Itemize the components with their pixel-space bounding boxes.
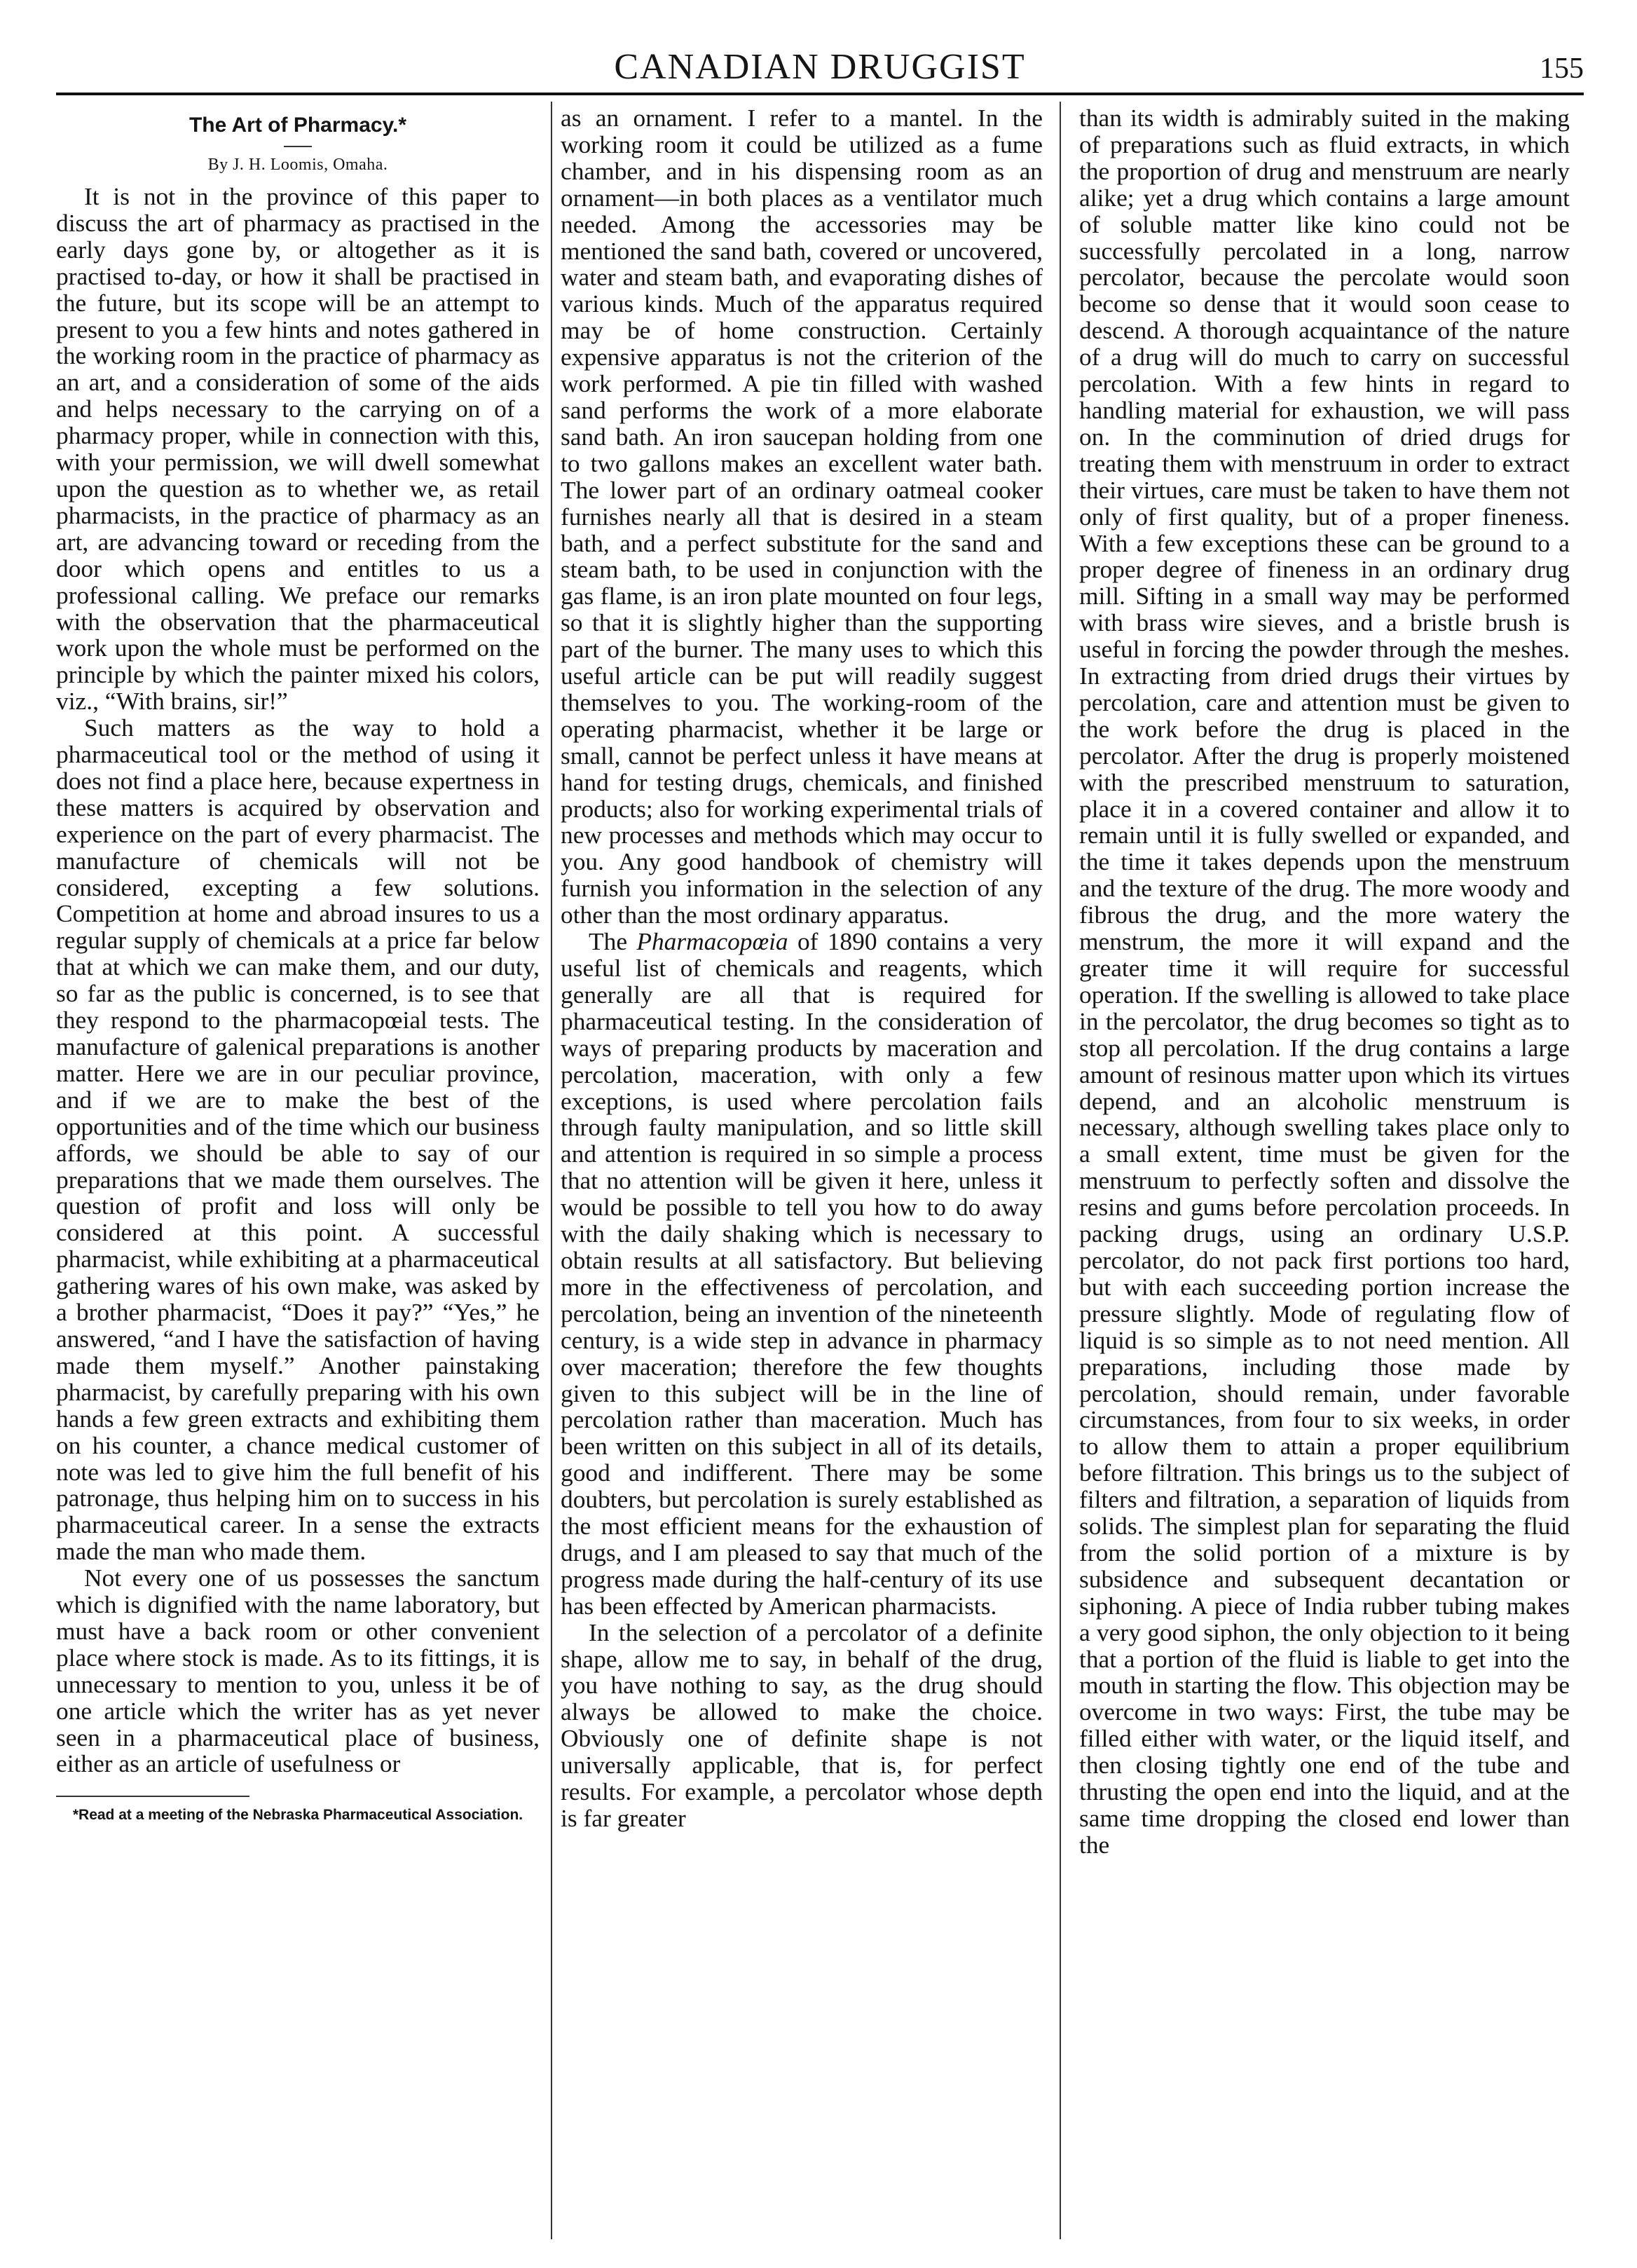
paragraph-text: of 1890 contains a very useful list of chemicals and reagents, which generally are all that is required for pharmaceutical testing. In the consideration of ways of preparing products by maceration and percolation, maceration, with only a few exceptions, is used where percolation fails through faulty manipulation, and so little skill and attention is required in so simple a process that no attention will be given it here, unless it would be possible to tell you how to do away with the daily shaking which is necessary to obtain results at all satisfactory. But believing more in the effectiveness of percolation, and percolation, being an invention of the nineteenth century, is a wide step in advance in pharmacy over maceration; therefore the few thoughts given to this subject will be in the line of percolation rather than maceration. Much has been written on this subject in all of its details, good and indifferent. There may be some doubters, but percolation is surely established as the most efficient means for the exhaustion of drugs, and I am pleased to say that much of the progress made during the half-century of its use has been effected by American pharmacists.	[561, 927, 1043, 1620]
footnote: *Read at a meeting of the Nebraska Pharmaceutical Association.	[72, 1807, 523, 1824]
paragraph: as an ornament. I refer to a mantel. In the working room it could be utilized as a fume chamber, and in his dispensing room as an ornament—in both places as a ventilator much needed. Among the accessories may be mentioned the sand bath, covered or uncovered, water and steam bath, and evaporating dishes of various kinds. Much of the apparatus required may be of home construction. Certainly expensive apparatus is not the criterion of the work performed. A pie tin filled with washed sand performs the work of a more elaborate sand bath. An iron saucepan holding from one to two gallons makes an excellent water bath. The lower part of an ordinary oatmeal cooker furnishes nearly all that is desired in a steam bath, and a perfect substitute for the sand and steam bath, to be used in conjunction with the gas flame, is an iron plate mounted on four legs, so that it is slightly higher than the supporting part of the burner. The many uses to which this useful article can be put will readily suggest themselves to you. The working-room of the operating pharmacist, whether it be large or small, cannot be perfect unless it have means at hand for testing drugs, chemicals, and finished products; also for working experimental trials of new processes and methods which may occur to you. Any good handbook of chemistry will furnish you information in the selection of any other than the most ordinary apparatus.	[561, 105, 1043, 929]
article-byline: By J. H. Loomis, Omaha.	[207, 156, 388, 174]
paragraph-lead: The	[589, 927, 637, 956]
paragraph	[561, 929, 1043, 1620]
article-title: The Art of Pharmacy.*	[189, 114, 407, 137]
column-1	[56, 105, 540, 2236]
paragraph: than its width is admirably suited in the making of preparations such as fluid extracts, in which the proportion of drug and menstruum are nearly alike; yet a drug which contains a large amount of soluble matter like kino could not be successfully percolated in a long, narrow percolator, because the percolate would soon become so dense that it would soon cease to descend. A thorough acquaintance of the nature of a drug will do much to carry on successful percolation. With a few hints in regard to handling material for exhaustion, we will pass on. In the comminution of dried drugs for treating them with menstruum in order to extract their virtues, care must be taken to have them not only of first quality, but of a proper fineness. With a few exceptions these can be ground to a proper degree of fineness in an ordinary drug mill. Sifting in a small way may be performed with brass wire sieves, and a bristle brush is useful in forcing the powder through the meshes. In extracting from dried drugs their virtues by percolation, care and attention must be given to the work before the drug is placed in the percolator. After the drug is properly moistened with the prescribed menstruum to saturation, place it in a covered container and allow it to remain until it is fully swelled or expanded, and the time it takes depends upon the menstruum and the texture of the drug. The more woody and fibrous the drug, and the more watery the menstrum, the more it will expand and the greater time it will require for successful operation. If the swelling is allowed to take place in the percolator, the drug becomes so tight as to stop all percolation. If the drug contains a large amount of resinous matter upon which its virtues depend, and an alcoholic menstruum is necessary, although swelling takes place only to a small extent, time must be given for the menstruum to perfectly soften and dissolve the resins and gums before percolation proceeds. In packing drugs, using an ordinary U.S.P. percolator, do not pack first portions too hard, but with each succeeding portion increase the pressure slightly. Mode of regulating flow of liquid is so simple as to not need mention. All preparations, including those made by percolation, should remain, under favorable circumstances, from four to six weeks, in order to allow them to attain a proper equilibrium before filtration. This brings us to the subject of filters and filtration, a separation of liquids from solids. The simplest plan for separating the fluid from the solid portion of a mixture is by subsidence and subsequent decantation or siphoning. A piece of India rubber tubing makes a very good siphon, the only objection to it being that a portion of the fluid is liable to get into the mouth in starting the flow. This objection may be overcome in two ways: First, the tube may be filled either with water, or the liquid itself, and then closing tightly one end of the tube and thrusting the open end into the liquid, and at the same time dropping the closed end lower than the	[1079, 105, 1570, 1859]
column-2	[561, 105, 1043, 2236]
paragraph: It is not in the province of this paper to discuss the art of pharmacy as practised in the early days gone by, or altogether as it is practised to-day, or how it shall be practised in the future, but its scope will be an attempt to present to you a few hints and notes gathered in the working room in the practice of pharmacy as an art, and a consideration of some of the aids and helps necessary to the carrying on of a pharmacy proper, while in connection with this, with your permission, we will dwell somewhat upon the question as to whether we, as retail pharmacists, in the practice of pharmacy as an art, are advancing toward or receding from the door which opens and entitles to us a professional calling. We preface our remarks with the observation that the pharmaceutical work upon the whole must be performed on the principle by which the painter mixed his colors, viz., “With brains, sir!”	[56, 182, 540, 716]
column-3	[1079, 105, 1570, 2236]
column-divider	[551, 102, 552, 2239]
column-divider	[1060, 102, 1061, 2239]
paragraph: Such matters as the way to hold a pharmaceutical tool or the method of using it does not find a place here, because expertness in these matters is acquired by observation and experience on the part of every pharmacist. The manufacture of chemicals will not be considered, excepting a few solutions. Competition at home and abroad insures to us a regular supply of chemicals at a price far below that at which we can make them, and our duty, so far as the public is concerned, is to see that they respond to the pharmacopœial tests. The manufacture of galenical preparations is another matter. Here we are in our peculiar province, and if we are to make the best of the opportunities and of the time which our business affords, we should be able to say of our preparations that we made them ourselves. The question of profit and loss will only be considered at this point. A successful pharmacist, while exhibiting at a pharmaceutical gathering wares of his own make, was asked by a brother pharmacist, “Does it pay?” “Yes,” he answered, “and I have the satisfaction of having made them myself.” Another painstaking pharmacist, by carefully preparing with his own hands a few green extracts and exhibiting them on his counter, a chance medical customer of note was led to give him the full benefit of his patronage, thus helping him on to success in his pharmaceutical career. In a sense the extracts made the man who made them.	[56, 713, 540, 1566]
title-dash	[284, 146, 312, 147]
footnote-rule	[56, 1796, 249, 1797]
masthead	[56, 42, 1584, 95]
journal-title: CANADIAN DRUGGIST	[614, 47, 1026, 87]
paragraph: Not every one of us possesses the sanctum which is dignified with the name laboratory, but must have a back room or other convenient place where stock is made. As to its fittings, it is unnecessary to mention to you, unless it be of one article which the writer has as yet never seen in a pharmaceutical place of business, either as an article of usefulness or	[56, 1564, 540, 1778]
pharmacopoeia-title: Pharmacopœia	[636, 927, 788, 956]
page-number: 155	[1540, 53, 1584, 85]
paragraph: In the selection of a percolator of a definite shape, allow me to say, in behalf of the drug, you have nothing to say, as the drug should always be allowed to make the choice. Obviously one of definite shape is not universally applicable, that is, for perfect results. For example, a percolator whose depth is far greater	[561, 1618, 1043, 1832]
header-rule	[56, 93, 1584, 95]
